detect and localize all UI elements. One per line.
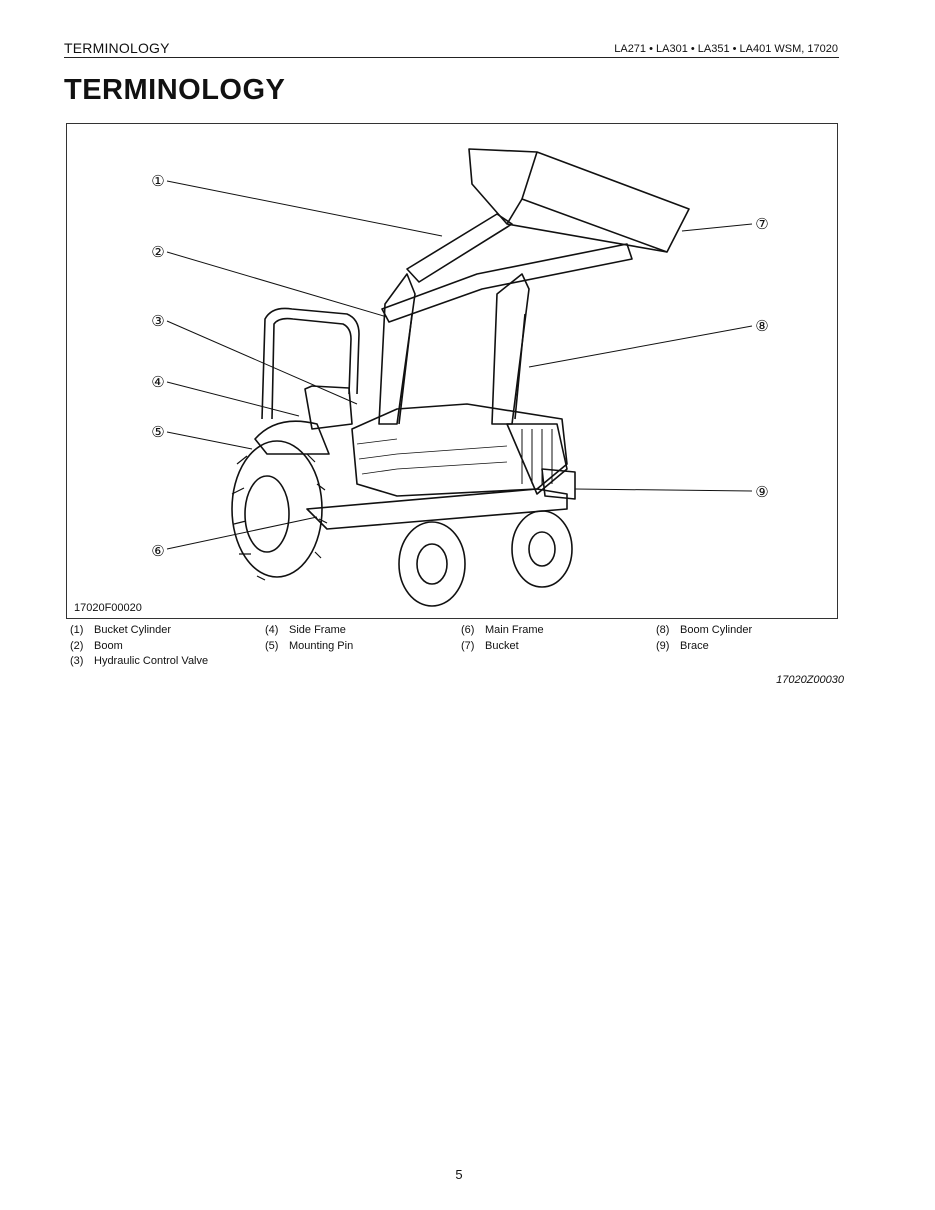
legend-label: Brace <box>680 640 709 652</box>
callout-5: ⑤ <box>151 423 165 441</box>
legend-num: (1) <box>70 624 84 636</box>
callout-8: ⑧ <box>755 317 769 335</box>
legend-item <box>70 640 123 652</box>
legend-num: (7) <box>461 640 475 652</box>
header-rule <box>64 57 839 58</box>
bucket-cylinder-shape <box>407 214 512 282</box>
legend-label: Boom Cylinder <box>680 624 753 636</box>
document-code: 17020Z00030 <box>776 674 844 686</box>
leader-line-8 <box>529 326 752 367</box>
legend-item <box>265 640 353 652</box>
header-manual-ref: LA271 • LA301 • LA351 • LA401 WSM, 17020 <box>614 43 838 55</box>
legend-item <box>265 624 346 636</box>
leader-line-2 <box>167 252 387 317</box>
legend-item <box>70 655 208 667</box>
legend <box>70 624 840 672</box>
legend-num: (8) <box>656 624 670 636</box>
legend-item <box>656 640 709 652</box>
callout-9: ⑨ <box>755 483 769 501</box>
callout-7: ⑦ <box>755 215 769 233</box>
callout-1: ① <box>151 172 165 190</box>
legend-item <box>656 624 752 636</box>
legend-item <box>461 624 544 636</box>
page-number: 5 <box>455 1167 463 1182</box>
legend-item <box>461 640 519 652</box>
header-section: TERMINOLOGY <box>64 40 170 56</box>
legend-label: Hydraulic Control Valve <box>94 655 209 667</box>
legend-num: (4) <box>265 624 279 636</box>
callout-6: ⑥ <box>151 542 165 560</box>
bucket-shape <box>469 149 689 252</box>
hood-shape <box>352 404 567 496</box>
leader-line-4 <box>167 382 299 416</box>
leader-line-1 <box>167 181 442 236</box>
legend-item <box>70 624 171 636</box>
boom-shape <box>379 274 415 424</box>
fender-shape <box>255 421 329 454</box>
legend-num: (9) <box>656 640 670 652</box>
legend-label: Boom <box>94 640 123 652</box>
legend-num: (2) <box>70 640 84 652</box>
leader-line-7 <box>682 224 752 231</box>
legend-label: Mounting Pin <box>289 640 354 652</box>
legend-label: Bucket Cylinder <box>94 624 172 636</box>
brace-shape <box>542 469 575 499</box>
legend-num: (3) <box>70 655 84 667</box>
leader-line-5 <box>167 432 252 449</box>
callout-3: ③ <box>151 312 165 330</box>
tractor-loader-illustration <box>67 124 837 618</box>
legend-label: Main Frame <box>485 624 544 636</box>
front-tire-left-shape <box>399 522 465 606</box>
front-tire-right-shape <box>512 511 572 587</box>
leader-line-3 <box>167 321 357 404</box>
tractor-loader-figure <box>66 123 838 619</box>
leader-line-9 <box>575 489 752 491</box>
page-title: TERMINOLOGY <box>64 74 286 106</box>
legend-num: (5) <box>265 640 279 652</box>
legend-num: (6) <box>461 624 475 636</box>
figure-code: 17020F00020 <box>74 602 142 614</box>
legend-label: Side Frame <box>289 624 346 636</box>
legend-label: Bucket <box>485 640 519 652</box>
callout-2: ② <box>151 243 165 261</box>
callout-4: ④ <box>151 373 165 391</box>
